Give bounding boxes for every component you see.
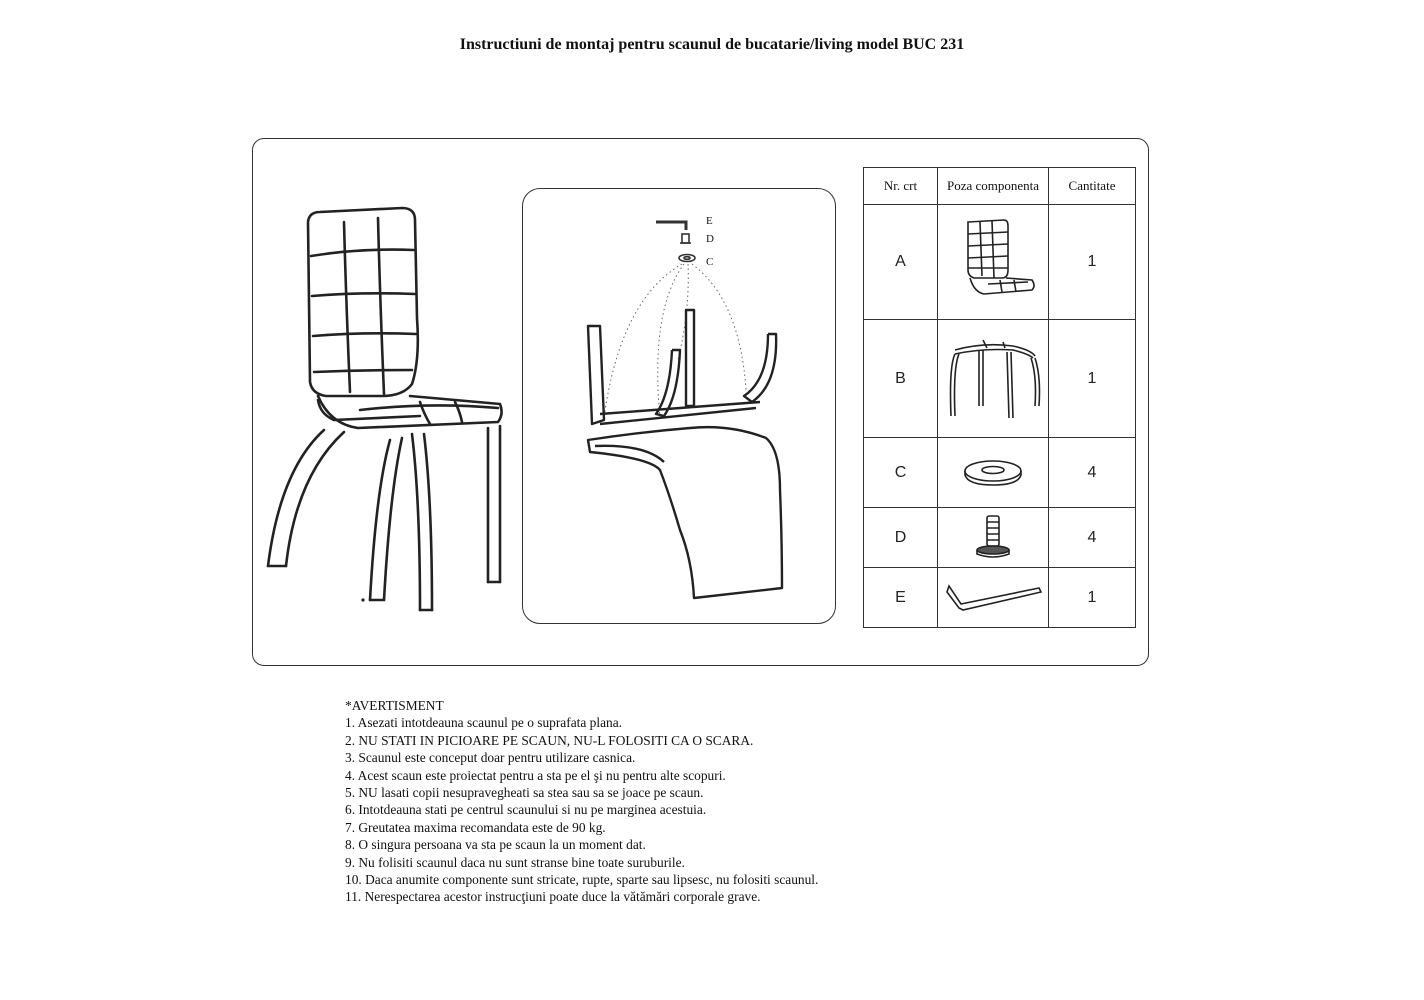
warning-item: 3. Scaunul este conceput doar pentru utilizare casnica.	[345, 750, 636, 766]
table-row	[864, 508, 1136, 568]
warning-item: 4. Acest scaun este proiectat pentru a sta pe el şi nu pentru alte scopuri.	[345, 767, 726, 783]
warning-item: 10. Daca anumite componente sunt stricate, rupte, sparte sau lipsesc, nu folositi scaunul.	[345, 872, 819, 888]
label-c: C	[706, 256, 714, 268]
warning-item: 8. O singura persoana va sta pe scaun la un moment dat.	[345, 837, 646, 853]
warnings-heading: *AVERTISMENT	[345, 698, 444, 713]
part-quantity: 4	[1049, 438, 1136, 508]
header-poza-componenta: Poza componenta	[938, 168, 1049, 205]
warnings-section	[345, 697, 1045, 906]
warning-item: 6. Intotdeauna stati pe centrul scaunului si nu pe marginea acestuia.	[345, 802, 707, 818]
table-row	[864, 320, 1136, 438]
label-d: D	[706, 233, 714, 245]
page-title: Instructiuni de montaj pentru scaunul de bucatarie/living model BUC 231	[459, 36, 965, 53]
part-quantity: 1	[1049, 320, 1136, 438]
warning-item: 1. Asezati intotdeauna scaunul pe o suprafata plana.	[345, 715, 623, 731]
part-id: A	[864, 205, 938, 320]
washer-icon	[958, 455, 1028, 491]
label-e: E	[706, 215, 713, 227]
parts-table	[863, 167, 1136, 628]
warning-item: 5. NU lasati copii nesupravegheati sa stea sau sa se joace pe scaun.	[345, 785, 704, 801]
part-id: D	[864, 508, 938, 568]
warning-item: 9. Nu folisiti scaunul daca nu sunt stranse bine toate suruburile.	[345, 854, 685, 870]
header-nr-crt: Nr. crt	[864, 168, 938, 205]
warning-item: 7. Greutatea maxima recomandata este de 90 kg.	[345, 819, 606, 835]
allen-key-icon	[941, 578, 1045, 618]
table-row	[864, 438, 1136, 508]
bolt-icon	[963, 512, 1023, 564]
chair-seat-icon	[948, 216, 1038, 308]
part-id: E	[864, 568, 938, 628]
header-cantitate: Cantitate	[1049, 168, 1136, 205]
part-quantity: 1	[1049, 205, 1136, 320]
part-id: C	[864, 438, 938, 508]
part-id: B	[864, 320, 938, 438]
chair-frame-icon	[943, 336, 1043, 422]
table-header-row	[864, 168, 1136, 205]
table-row	[864, 205, 1136, 320]
part-quantity: 1	[1049, 568, 1136, 628]
part-quantity: 4	[1049, 508, 1136, 568]
warning-item: 2. NU STATI IN PICIOARE PE SCAUN, NU-L FOLOSITI CA O SCARA.	[345, 732, 754, 748]
warning-item: 11. Nerespectarea acestor instrucţiuni poate duce la vătămări corporale grave.	[345, 889, 761, 905]
table-row	[864, 568, 1136, 628]
